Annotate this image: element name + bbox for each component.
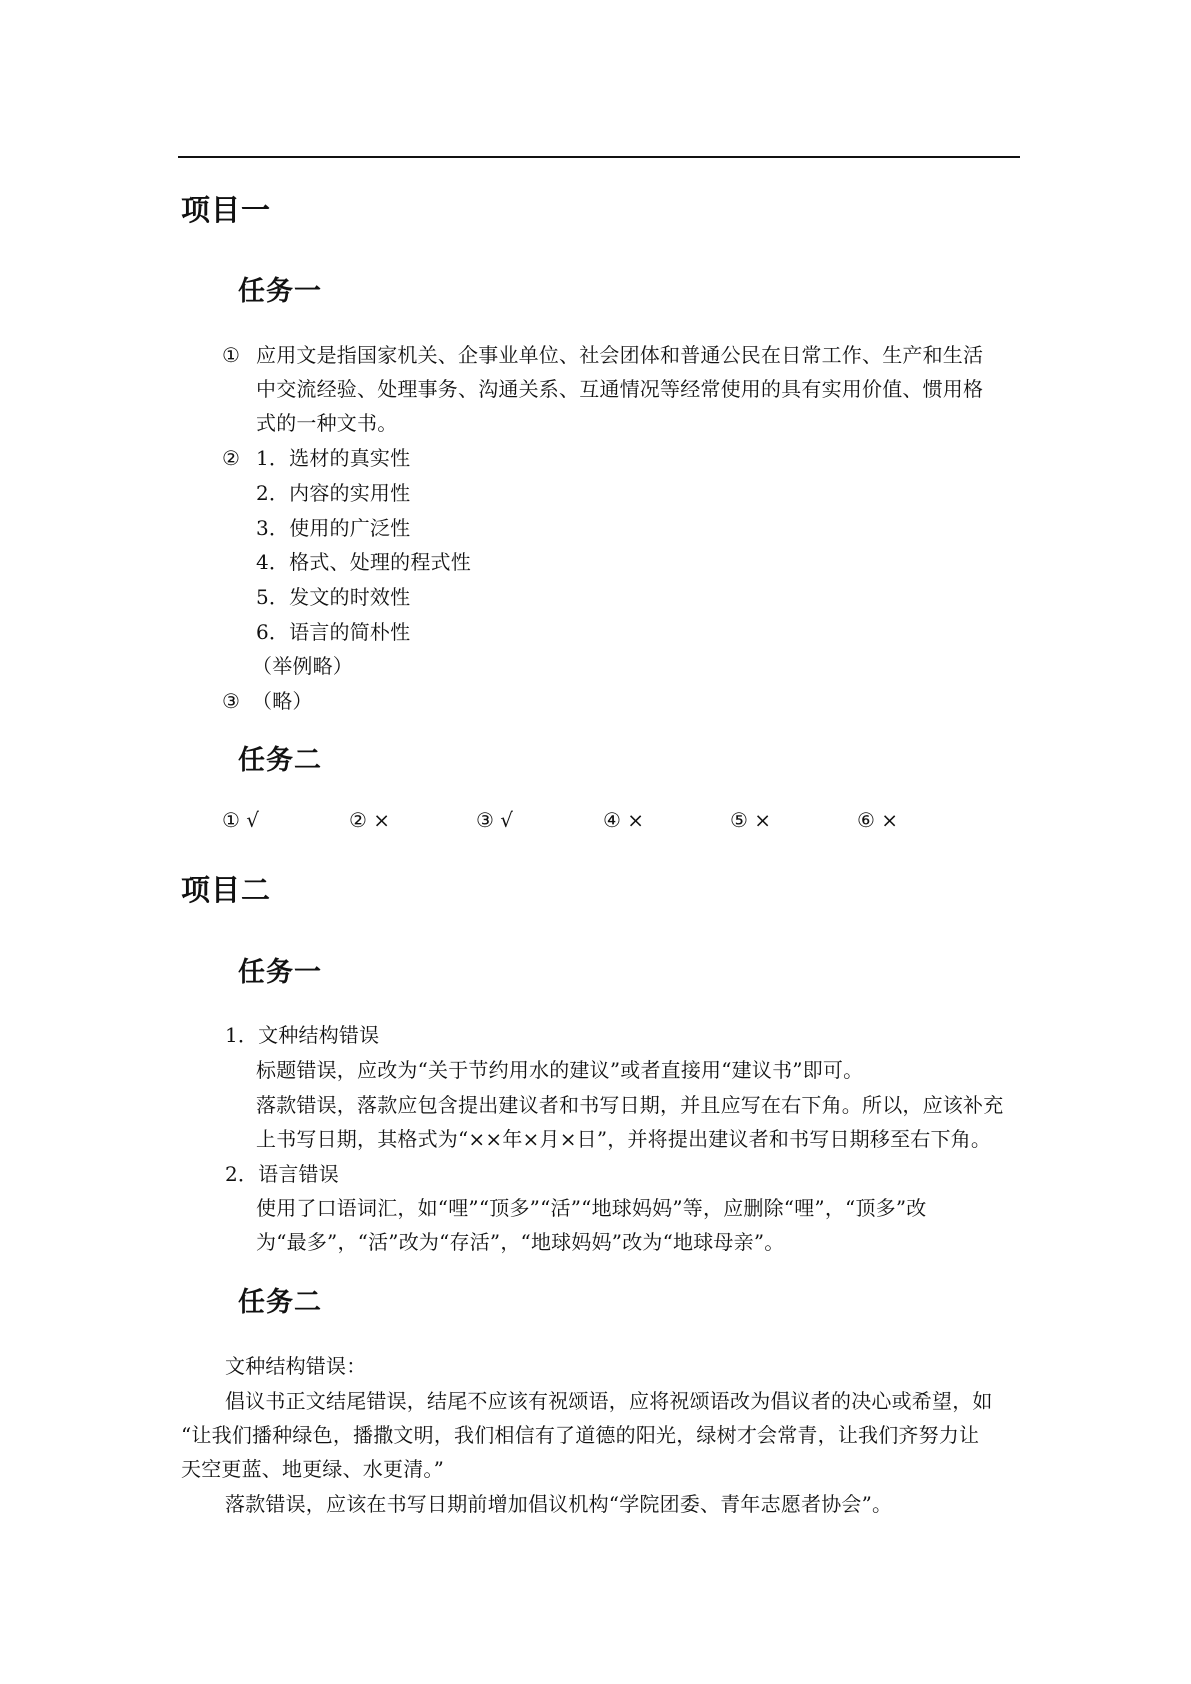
- item1-line-3: 上书写日期，其格式为“××年×月×日”，并将提出建议者和书写日期移至右下角。: [256, 1127, 992, 1151]
- project2-task1-title: 任务一: [238, 957, 322, 988]
- answer-4: ④ ×: [603, 808, 645, 832]
- q2-line-2: 2．内容的实用性: [256, 481, 411, 505]
- q2-line-4: 4．格式、处理的程式性: [256, 550, 471, 574]
- project1-task1-title: 任务一: [238, 276, 322, 307]
- project1-title: 项目一: [181, 193, 272, 227]
- item2-line-1: 使用了口语词汇，如“哩”“顶多”“活”“地球妈妈”等，应删除“哩”，“顶多”改: [256, 1196, 927, 1220]
- q2-line-7: （举例略）: [252, 654, 353, 678]
- q3-marker: ③: [222, 689, 240, 713]
- item1-line-2: 落款错误，落款应包含提出建议者和书写日期，并且应写在右下角。所以，应该补充: [256, 1093, 1004, 1117]
- project2-task2-title: 任务二: [238, 1287, 322, 1318]
- q2-line-3: 3．使用的广泛性: [256, 516, 411, 540]
- answer-6: ⑥ ×: [857, 808, 899, 832]
- answer-5: ⑤ ×: [730, 808, 772, 832]
- item2-heading: 2．语言错误: [225, 1162, 339, 1186]
- task2-line-4: 天空更蓝、地更绿、水更清。”: [181, 1457, 445, 1481]
- project1-task2-title: 任务二: [238, 745, 322, 776]
- q2-line-1: 1．选材的真实性: [256, 446, 411, 470]
- item1-heading: 1．文种结构错误: [225, 1023, 380, 1047]
- q3-text: （略）: [252, 689, 313, 713]
- task2-line-2: 倡议书正文结尾错误，结尾不应该有祝颂语，应将祝颂语改为倡议者的决心或希望，如: [225, 1389, 993, 1413]
- task2-line-1: 文种结构错误：: [225, 1354, 367, 1378]
- task2-line-5: 落款错误，应该在书写日期前增加倡议机构“学院团委、青年志愿者协会”。: [225, 1492, 893, 1516]
- q1-line-3: 式的一种文书。: [256, 411, 398, 435]
- q1-line-2: 中交流经验、处理事务、沟通关系、互通情况等经常使用的具有实用价值、惯用格: [256, 377, 984, 401]
- answer-2: ② ×: [349, 808, 391, 832]
- q2-line-5: 5．发文的时效性: [256, 585, 411, 609]
- q1-line-1: 应用文是指国家机关、企事业单位、社会团体和普通公民在日常工作、生产和生活: [256, 343, 984, 367]
- project2-title: 项目二: [181, 873, 272, 907]
- header-rule: [178, 156, 1020, 158]
- q2-line-6: 6．语言的简朴性: [256, 620, 411, 644]
- answer-1: ① √: [222, 808, 260, 832]
- item2-line-2: 为“最多”，“活”改为“存活”，“地球妈妈”改为“地球母亲”。: [256, 1230, 785, 1254]
- q2-marker: ②: [222, 446, 240, 470]
- item1-line-1: 标题错误，应改为“关于节约用水的建议”或者直接用“建议书”即可。: [256, 1058, 864, 1082]
- task2-line-3: “让我们播种绿色，播撒文明，我们相信有了道德的阳光，绿树才会常青，让我们齐努力让: [181, 1423, 980, 1447]
- q1-marker: ①: [222, 343, 240, 367]
- answer-3: ③ √: [476, 808, 514, 832]
